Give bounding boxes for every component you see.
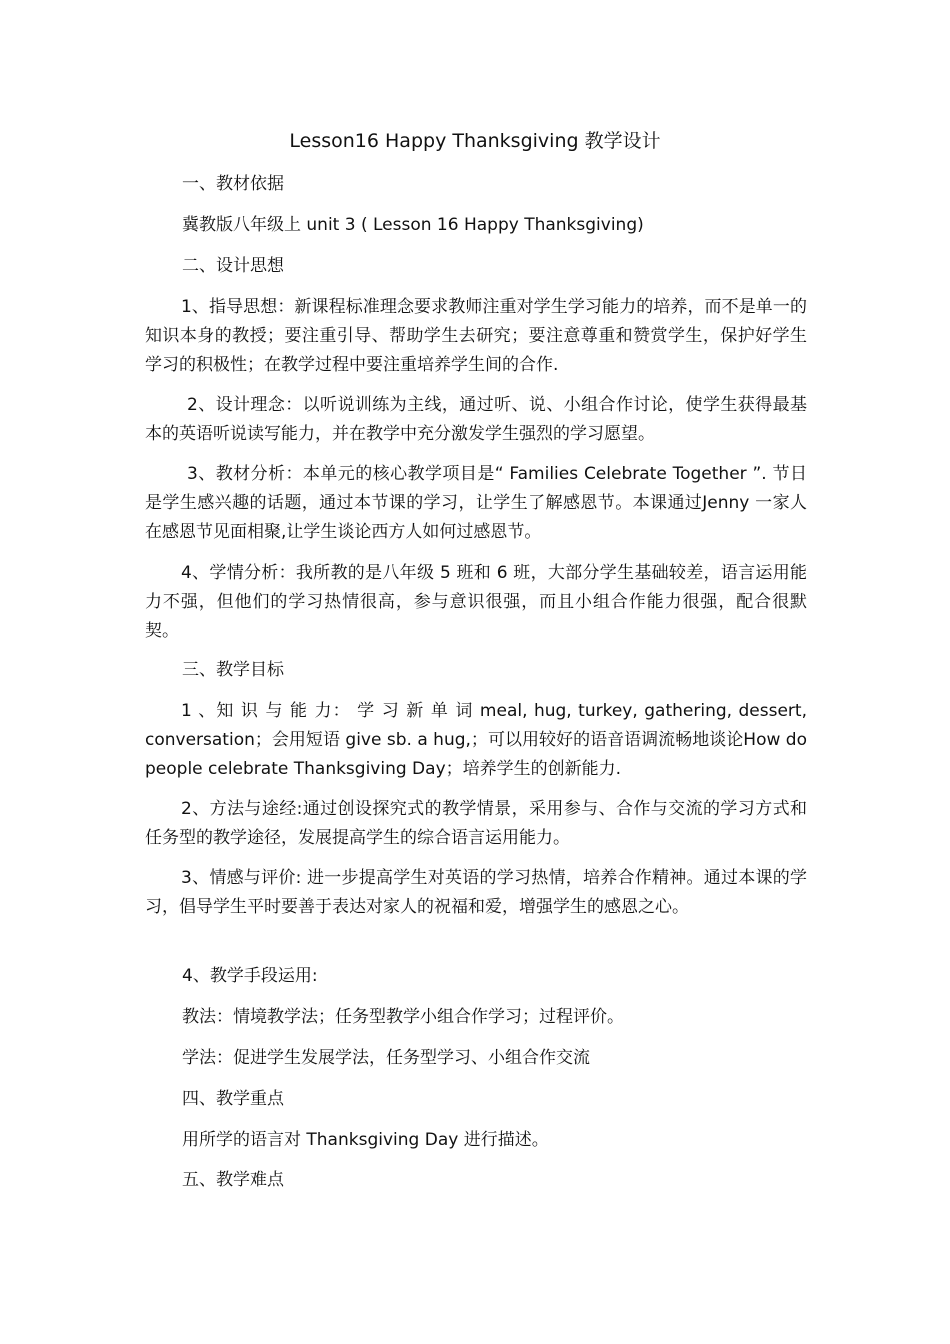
section-2-paragraph-2: 2、设计理念：以听说训练为主线，通过听、说、小组合作讨论，使学生获得最基本的英语听说读写能力，并在教学中充分激发学生强烈的学习愿望。	[145, 395, 807, 444]
section-2-paragraph-1: 1、指导思想：新课程标准理念要求教师注重对学生学习能力的培养，而不是单一的知识本身的教授；要注重引导、帮助学生去研究；要注意尊重和赞赏学生，保护好学生学习的积极性；在教学过程中要注重培养学生间的合作.	[145, 297, 807, 375]
section-3-teaching-method: 教法：情境教学法；任务型教学小组合作学习；过程评价。	[182, 1007, 624, 1027]
section-3-item-4: 4、教学手段运用:	[182, 966, 318, 986]
section-2-heading: 二、设计思想	[182, 256, 284, 276]
section-3-heading: 三、教学目标	[182, 660, 284, 680]
section-2-paragraph-3: 3、教材分析：本单元的核心教学项目是“ Families Celebrate Together ”. 节日是学生感兴趣的话题，通过本节课的学习，让学生了解感恩节。本课通过Jenny 一家人在感恩节见面相聚,让学生谈论西方人如何过感恩节。	[145, 464, 807, 542]
section-1-text: 冀教版八年级上 unit 3 ( Lesson 16 Happy Thanksgiving)	[182, 215, 644, 235]
document-title: Lesson16 Happy Thanksgiving 教学设计	[289, 130, 661, 152]
section-3-paragraph-2: 2、方法与途经:通过创设探究式的教学情景，采用参与、合作与交流的学习方式和任务型的教学途径，发展提高学生的综合语言运用能力。	[145, 799, 807, 848]
section-3-paragraph-1: 1 、知 识 与 能 力： 学 习 新 单 词 meal, hug, turkey, gathering, dessert, conversation；会用短语 give sb. a hug,；可以用较好的语音语调流畅地谈论How do people celebrate Thanksgiving Day；培养学生的创新能力.	[145, 701, 807, 779]
section-2-paragraph-4: 4、学情分析：我所教的是八年级 5 班和 6 班，大部分学生基础较差，语言运用能力不强，但他们的学习热情很高，参与意识很强，而且小组合作能力很强，配合很默契。	[145, 563, 807, 641]
section-3-learning-method: 学法：促进学生发展学法，任务型学习、小组合作交流	[182, 1048, 590, 1068]
section-5-heading: 五、教学难点	[182, 1170, 284, 1190]
section-4-text: 用所学的语言对 Thanksgiving Day 进行描述。	[182, 1130, 549, 1150]
section-4-heading: 四、教学重点	[182, 1089, 284, 1109]
section-1-heading: 一、教材依据	[182, 174, 284, 194]
section-3-paragraph-3: 3、情感与评价: 进一步提高学生对英语的学习热情，培养合作精神。通过本课的学习，倡导学生平时要善于表达对家人的祝福和爱，增强学生的感恩之心。	[145, 868, 807, 917]
